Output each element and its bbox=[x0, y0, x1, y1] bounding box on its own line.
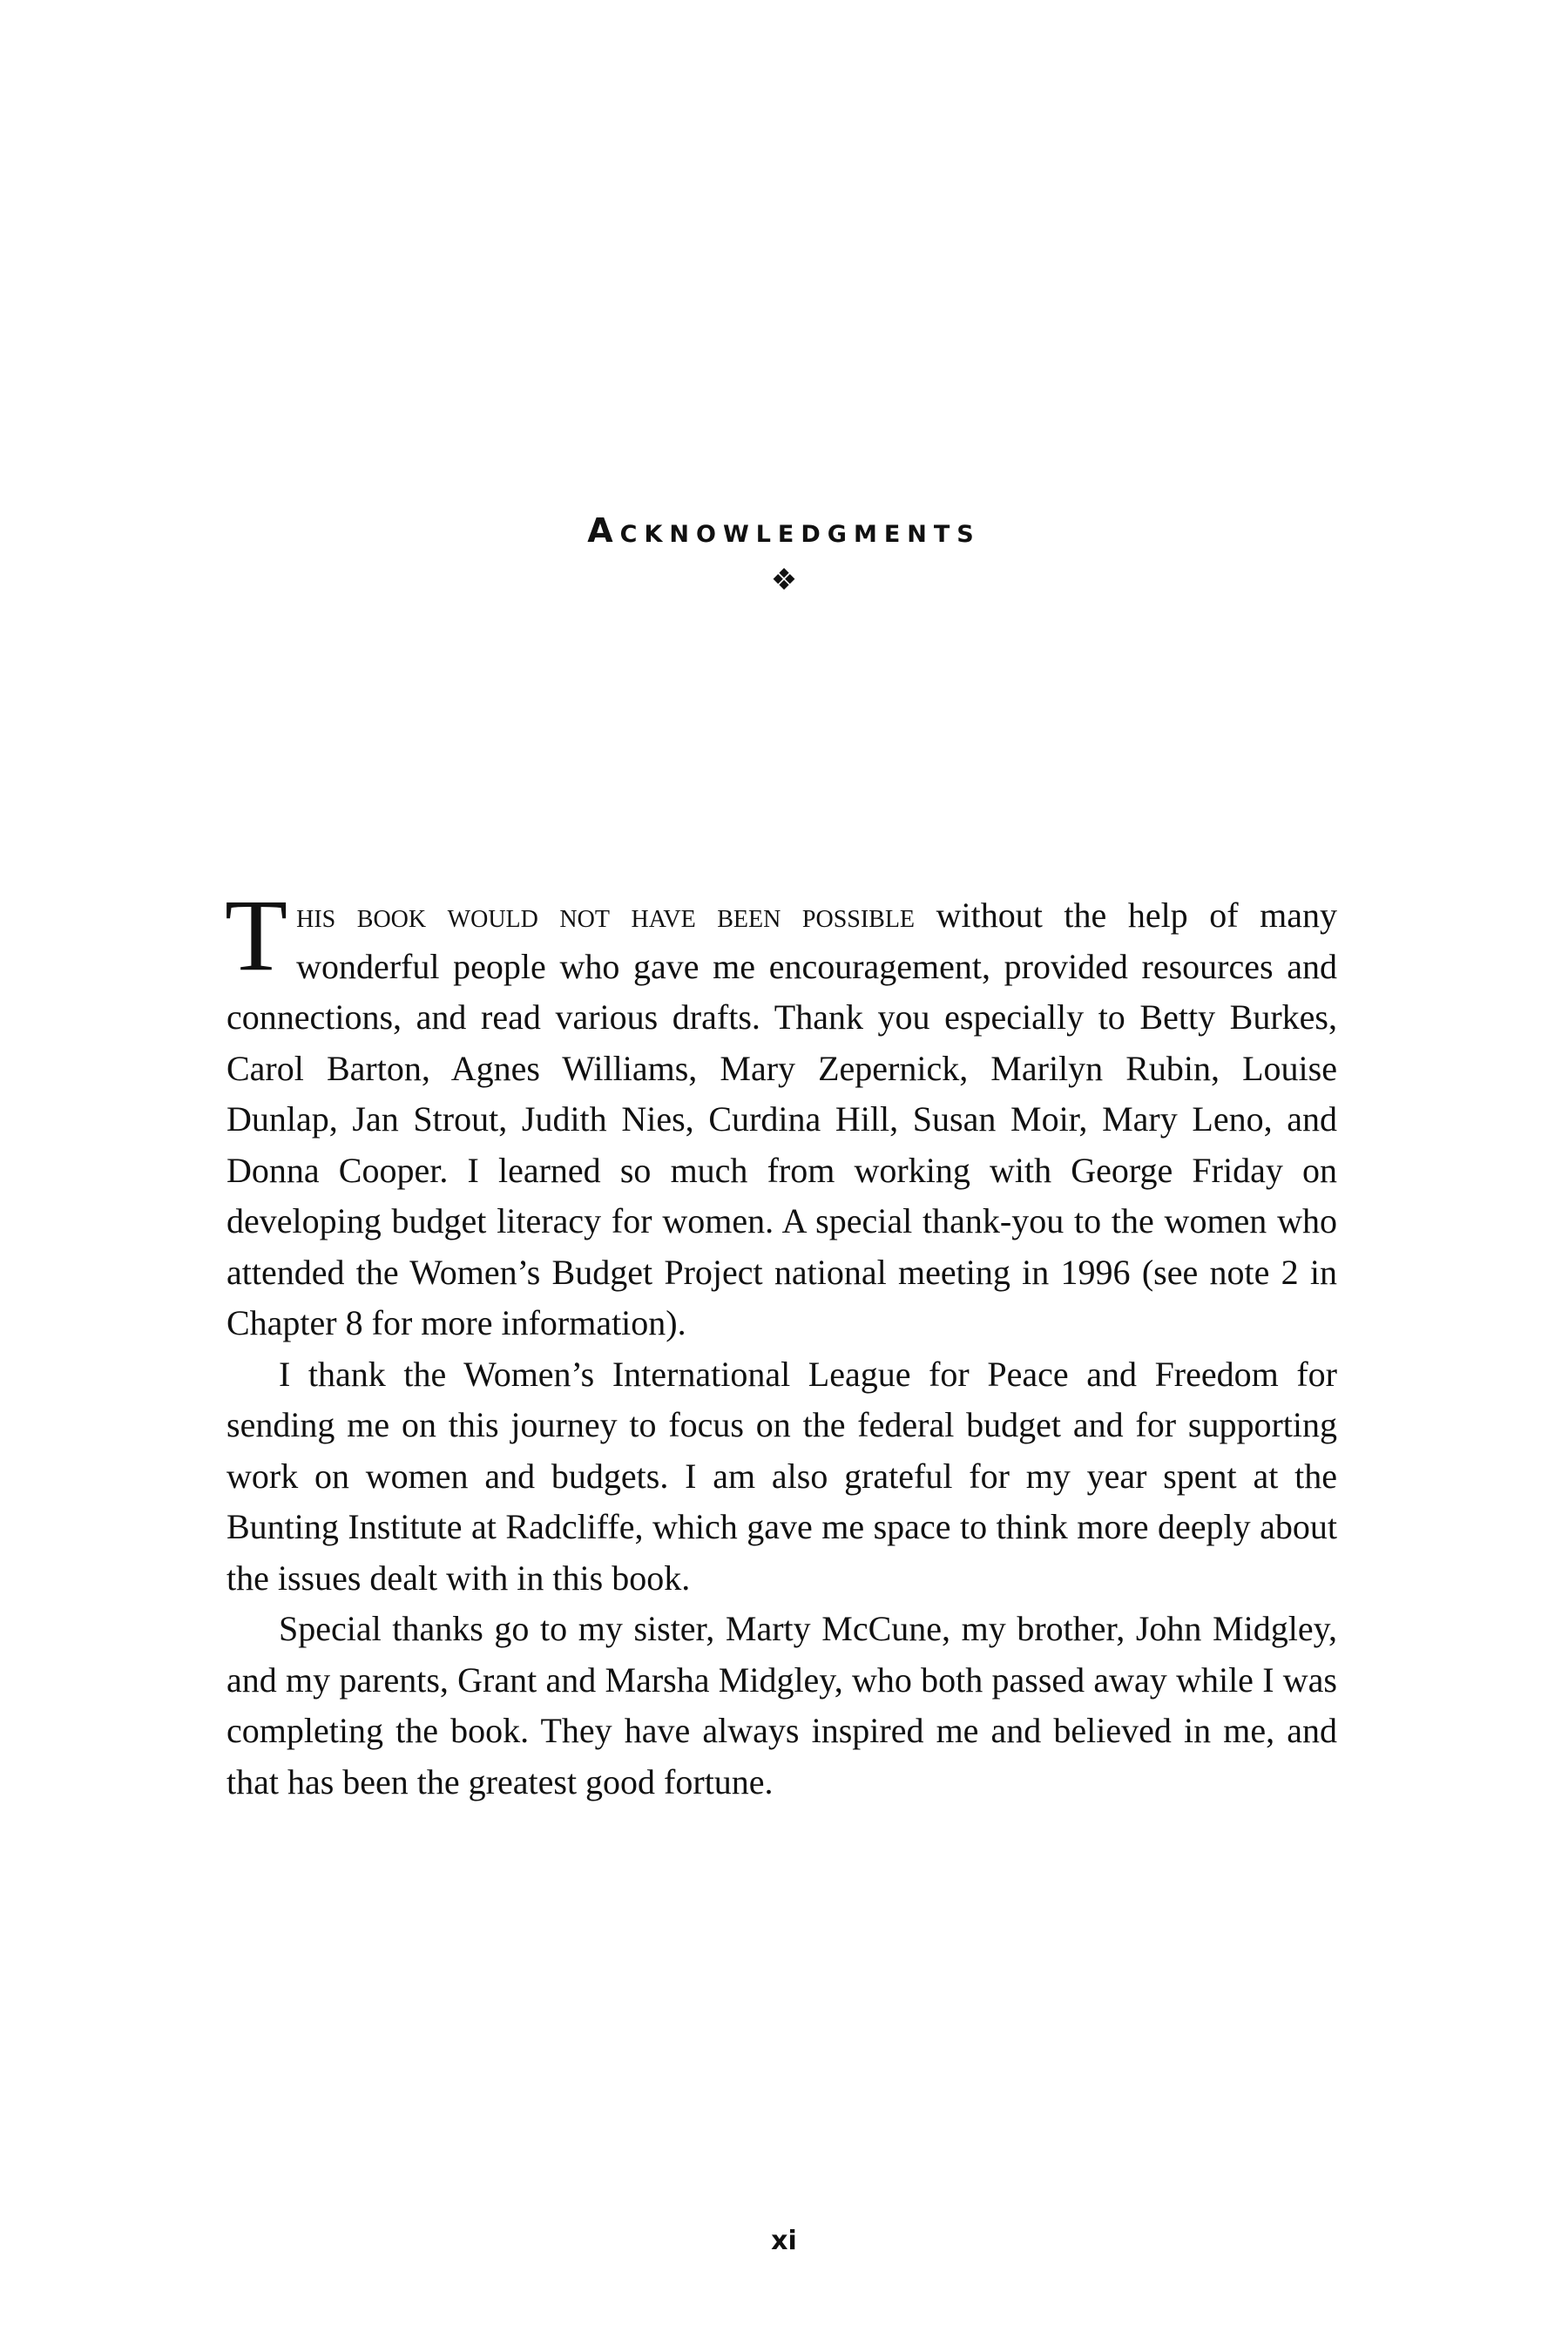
paragraph-1 bbox=[225, 878, 1337, 1349]
drop-cap: T bbox=[225, 878, 288, 992]
ornament-icon: ❖ bbox=[770, 564, 798, 597]
paragraph-2: I thank the Women’s International League for Peace and Freedom for sending me on this journey to focus on the federal budget and for supporting work on women and budgets. I am also grateful for my year spent at the Bunting Institute at Radcliffe, which gave me space to think more deeply about the issues dealt with in this book. bbox=[226, 1354, 1337, 1598]
paragraph-1-text: without the help of many wonderful people who gave me encouragement, provided resources and connections, and read various drafts. Thank you especially to Betty Burkes, Carol Barton, Agnes Williams, Mary Zepernick, Marilyn Rubin, Louise Dunlap, Jan Strout, Judith Nies, Curdina Hill, Susan Moir, Mary Leno, and Donna Cooper. I learned so much from working with George Friday on developing budget literacy for women. A special thank-you to the women who attended the Women’s Budget Project national meeting in 1996 (see note 2 in Chapter 8 for more information). bbox=[226, 896, 1337, 1342]
chapter-title: Acknowledgments bbox=[587, 511, 981, 550]
small-caps-lead-in: his book would not have been possible bbox=[296, 896, 916, 935]
acknowledgments-body bbox=[225, 878, 1337, 1808]
page-number: xi bbox=[771, 2226, 797, 2256]
chapter-heading bbox=[0, 511, 1568, 597]
paragraph-3: Special thanks go to my sister, Marty McCune, my brother, John Midgley, and my parents, Grant and Marsha Midgley, who both passed away while I was completing the book. They have always inspired me and believed in me, and that has been the greatest good fortune. bbox=[226, 1609, 1337, 1801]
